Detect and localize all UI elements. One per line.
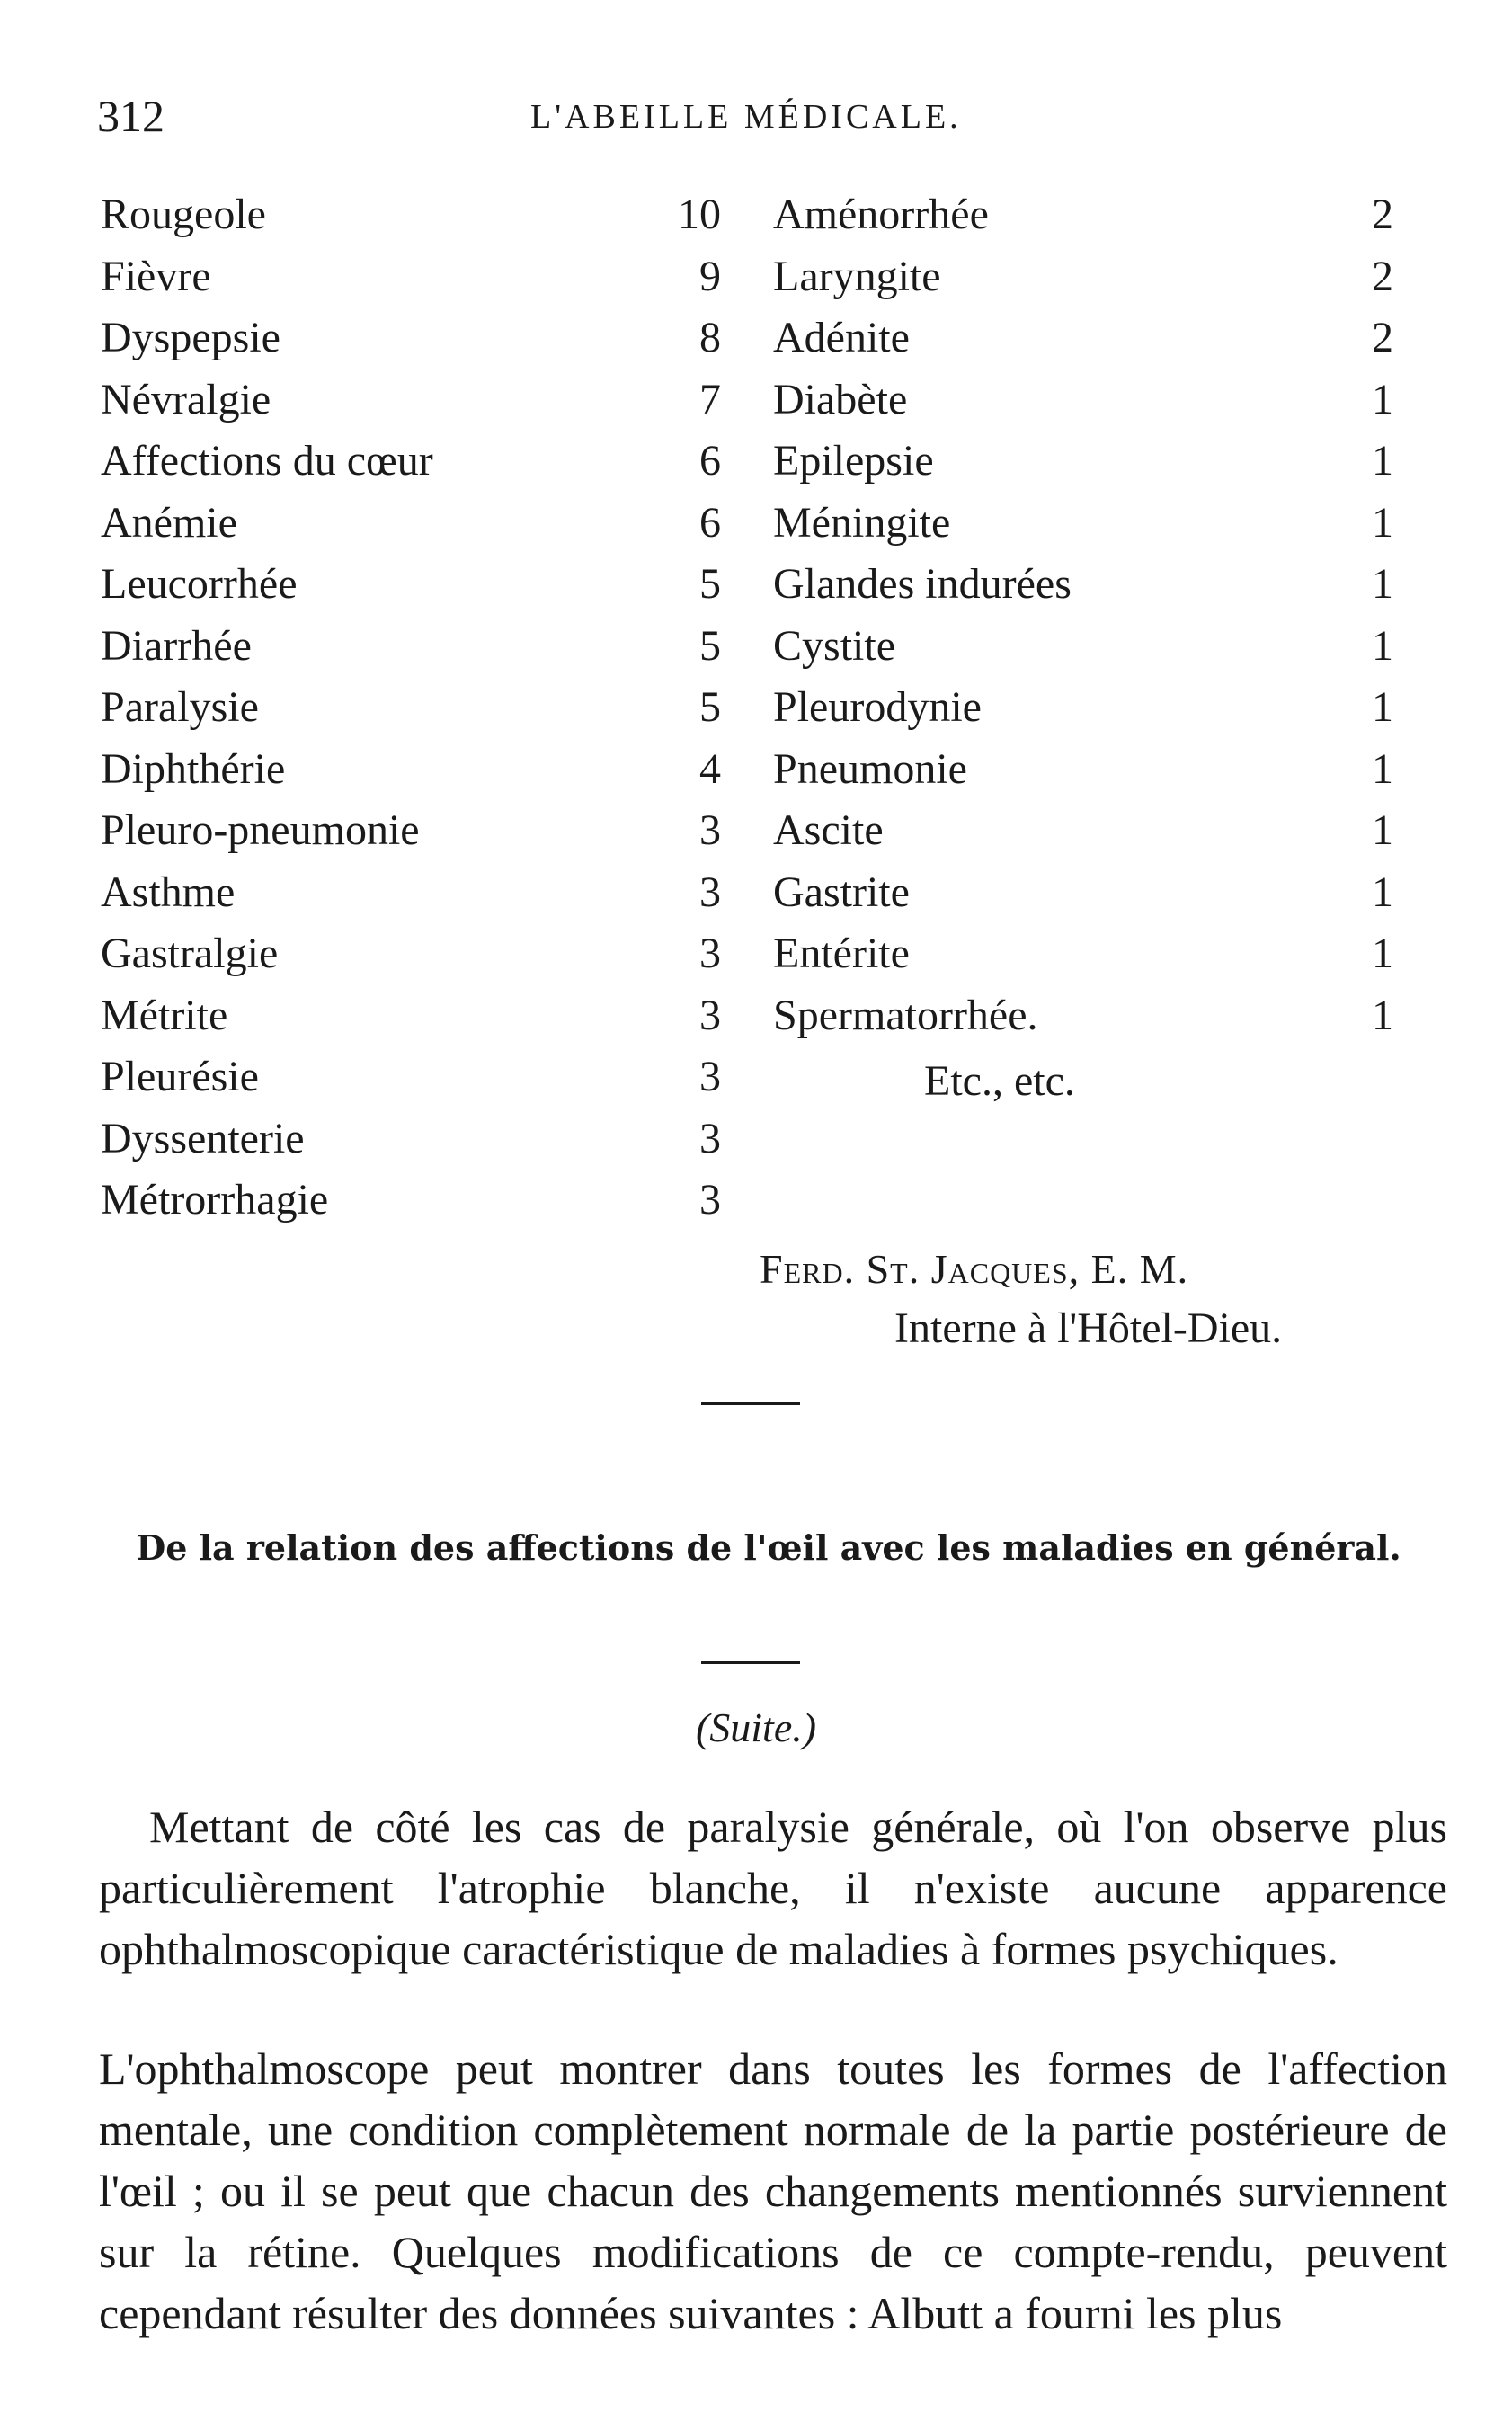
case-count: 3 (699, 930, 721, 977)
case-count: 3 (699, 991, 721, 1039)
title-divider (701, 1661, 800, 1664)
paragraph: L'ophthalmoscope peut montrer dans toutes les formes de l'affection mentale, une condition complètement normale de la partie postérieure de l'œil ; ou il se peut que chacun des changements mentionnés surviennent sur la rétine. Quelques modifications de ce compte-rendu, peuvent cependant résulter des données suivantes : Albutt a fourni les plus (99, 2043, 1447, 2338)
table-row (101, 616, 730, 678)
table-row (101, 1170, 730, 1232)
table-row (773, 923, 1402, 985)
case-count: 3 (699, 1176, 721, 1224)
table-row (101, 369, 730, 432)
article-title: De la relation des affections de l'œil avec les maladies en général. (136, 1527, 1401, 1568)
table-row (773, 307, 1402, 369)
table-row (101, 1046, 730, 1108)
table-row (101, 800, 730, 862)
table-row (773, 800, 1402, 862)
case-count: 1 (1372, 437, 1393, 485)
etc-note: Etc., etc. (924, 1057, 1075, 1105)
signature-name: Ferd. St. Jacques, E. M. (760, 1246, 1189, 1292)
table-row (101, 246, 730, 308)
case-count: 1 (1372, 375, 1393, 423)
case-count: 3 (699, 868, 721, 916)
disease-label: Métrite (101, 991, 228, 1039)
section-divider (701, 1402, 800, 1405)
disease-label: Diabète (773, 375, 908, 423)
article-subtitle (0, 1704, 1512, 1751)
case-count: 5 (699, 683, 721, 731)
case-count: 1 (1372, 560, 1393, 608)
case-count: 1 (1372, 683, 1393, 731)
disease-label: Adénite (773, 314, 910, 361)
disease-label: Diphthérie (101, 744, 286, 793)
disease-label: Rougeole (101, 191, 266, 238)
table-row (773, 677, 1402, 739)
case-count: 4 (699, 744, 721, 793)
case-count: 6 (699, 437, 721, 485)
disease-label: Pleuro-pneumonie (101, 806, 420, 854)
table-row (101, 862, 730, 924)
case-count: 3 (699, 1114, 721, 1162)
table-row (101, 493, 730, 555)
disease-label: Métrorrhagie (101, 1176, 329, 1224)
disease-label: Pleurésie (101, 1053, 259, 1100)
disease-label: Fièvre (101, 252, 211, 300)
table-row (773, 554, 1402, 616)
disease-label: Gastrite (773, 868, 910, 916)
disease-label: Méningite (773, 498, 951, 547)
case-count: 2 (1372, 191, 1393, 238)
disease-label: Gastralgie (101, 930, 279, 977)
disease-label: Diarrhée (101, 621, 252, 670)
table-row (773, 616, 1402, 678)
table-row (773, 246, 1402, 308)
table-row (101, 554, 730, 616)
case-count: 1 (1372, 744, 1393, 793)
table-row (101, 1108, 730, 1170)
disease-table-right (773, 184, 1402, 1046)
table-row (101, 739, 730, 801)
case-count: 1 (1372, 868, 1393, 916)
disease-label: Entérite (773, 930, 910, 977)
paragraph: Mettant de côté les cas de paralysie générale, où l'on observe plus particulièrement l'atrophie blanche, il n'existe aucune apparence ophthalmoscopique caractéristique de maladies à formes psychiques. (99, 1802, 1447, 1974)
table-row (101, 923, 730, 985)
disease-label: Pleurodynie (773, 683, 982, 731)
disease-label: Laryngite (773, 252, 941, 300)
table-row (773, 985, 1402, 1047)
case-count: 3 (699, 806, 721, 854)
table-row (101, 431, 730, 493)
disease-label: Cystite (773, 621, 896, 670)
case-count: 1 (1372, 621, 1393, 670)
case-count: 8 (699, 314, 721, 361)
disease-label: Dyspepsie (101, 314, 280, 361)
disease-label: Glandes indurées (773, 560, 1072, 608)
disease-label: Asthme (101, 868, 236, 916)
disease-label: Affections du cœur (101, 437, 433, 485)
subtitle-text: (Suite.) (695, 1704, 817, 1750)
disease-label: Epilepsie (773, 437, 934, 485)
page-number: 312 (97, 91, 165, 141)
table-row (101, 985, 730, 1047)
disease-label: Pneumonie (773, 744, 967, 793)
case-count: 5 (699, 560, 721, 608)
case-count: 10 (678, 191, 721, 238)
disease-label: Spermatorrhée. (773, 991, 1038, 1039)
case-count: 2 (1372, 314, 1393, 361)
case-count: 7 (699, 375, 721, 423)
table-row (773, 493, 1402, 555)
table-row (101, 307, 730, 369)
table-row (773, 369, 1402, 432)
disease-label: Aménorrhée (773, 191, 989, 238)
case-count: 1 (1372, 991, 1393, 1039)
running-title: L'ABEILLE MÉDICALE. (530, 98, 962, 136)
case-count: 2 (1372, 252, 1393, 300)
case-count: 6 (699, 498, 721, 547)
table-row (773, 739, 1402, 801)
case-count: 1 (1372, 806, 1393, 854)
disease-table-left (101, 184, 730, 1232)
disease-label: Névralgie (101, 375, 271, 423)
table-row (773, 184, 1402, 246)
case-count: 5 (699, 621, 721, 670)
table-row (773, 862, 1402, 924)
disease-label: Dyssenterie (101, 1114, 305, 1162)
disease-label: Anémie (101, 498, 237, 547)
case-count: 3 (699, 1053, 721, 1100)
disease-label: Leucorrhée (101, 560, 298, 608)
case-count: 1 (1372, 930, 1393, 977)
signature-position: Interne à l'Hôtel-Dieu. (894, 1304, 1283, 1352)
table-row (101, 677, 730, 739)
case-count: 1 (1372, 498, 1393, 547)
table-row (773, 431, 1402, 493)
case-count: 9 (699, 252, 721, 300)
table-row (101, 184, 730, 246)
disease-label: Paralysie (101, 683, 259, 731)
disease-label: Ascite (773, 806, 884, 854)
